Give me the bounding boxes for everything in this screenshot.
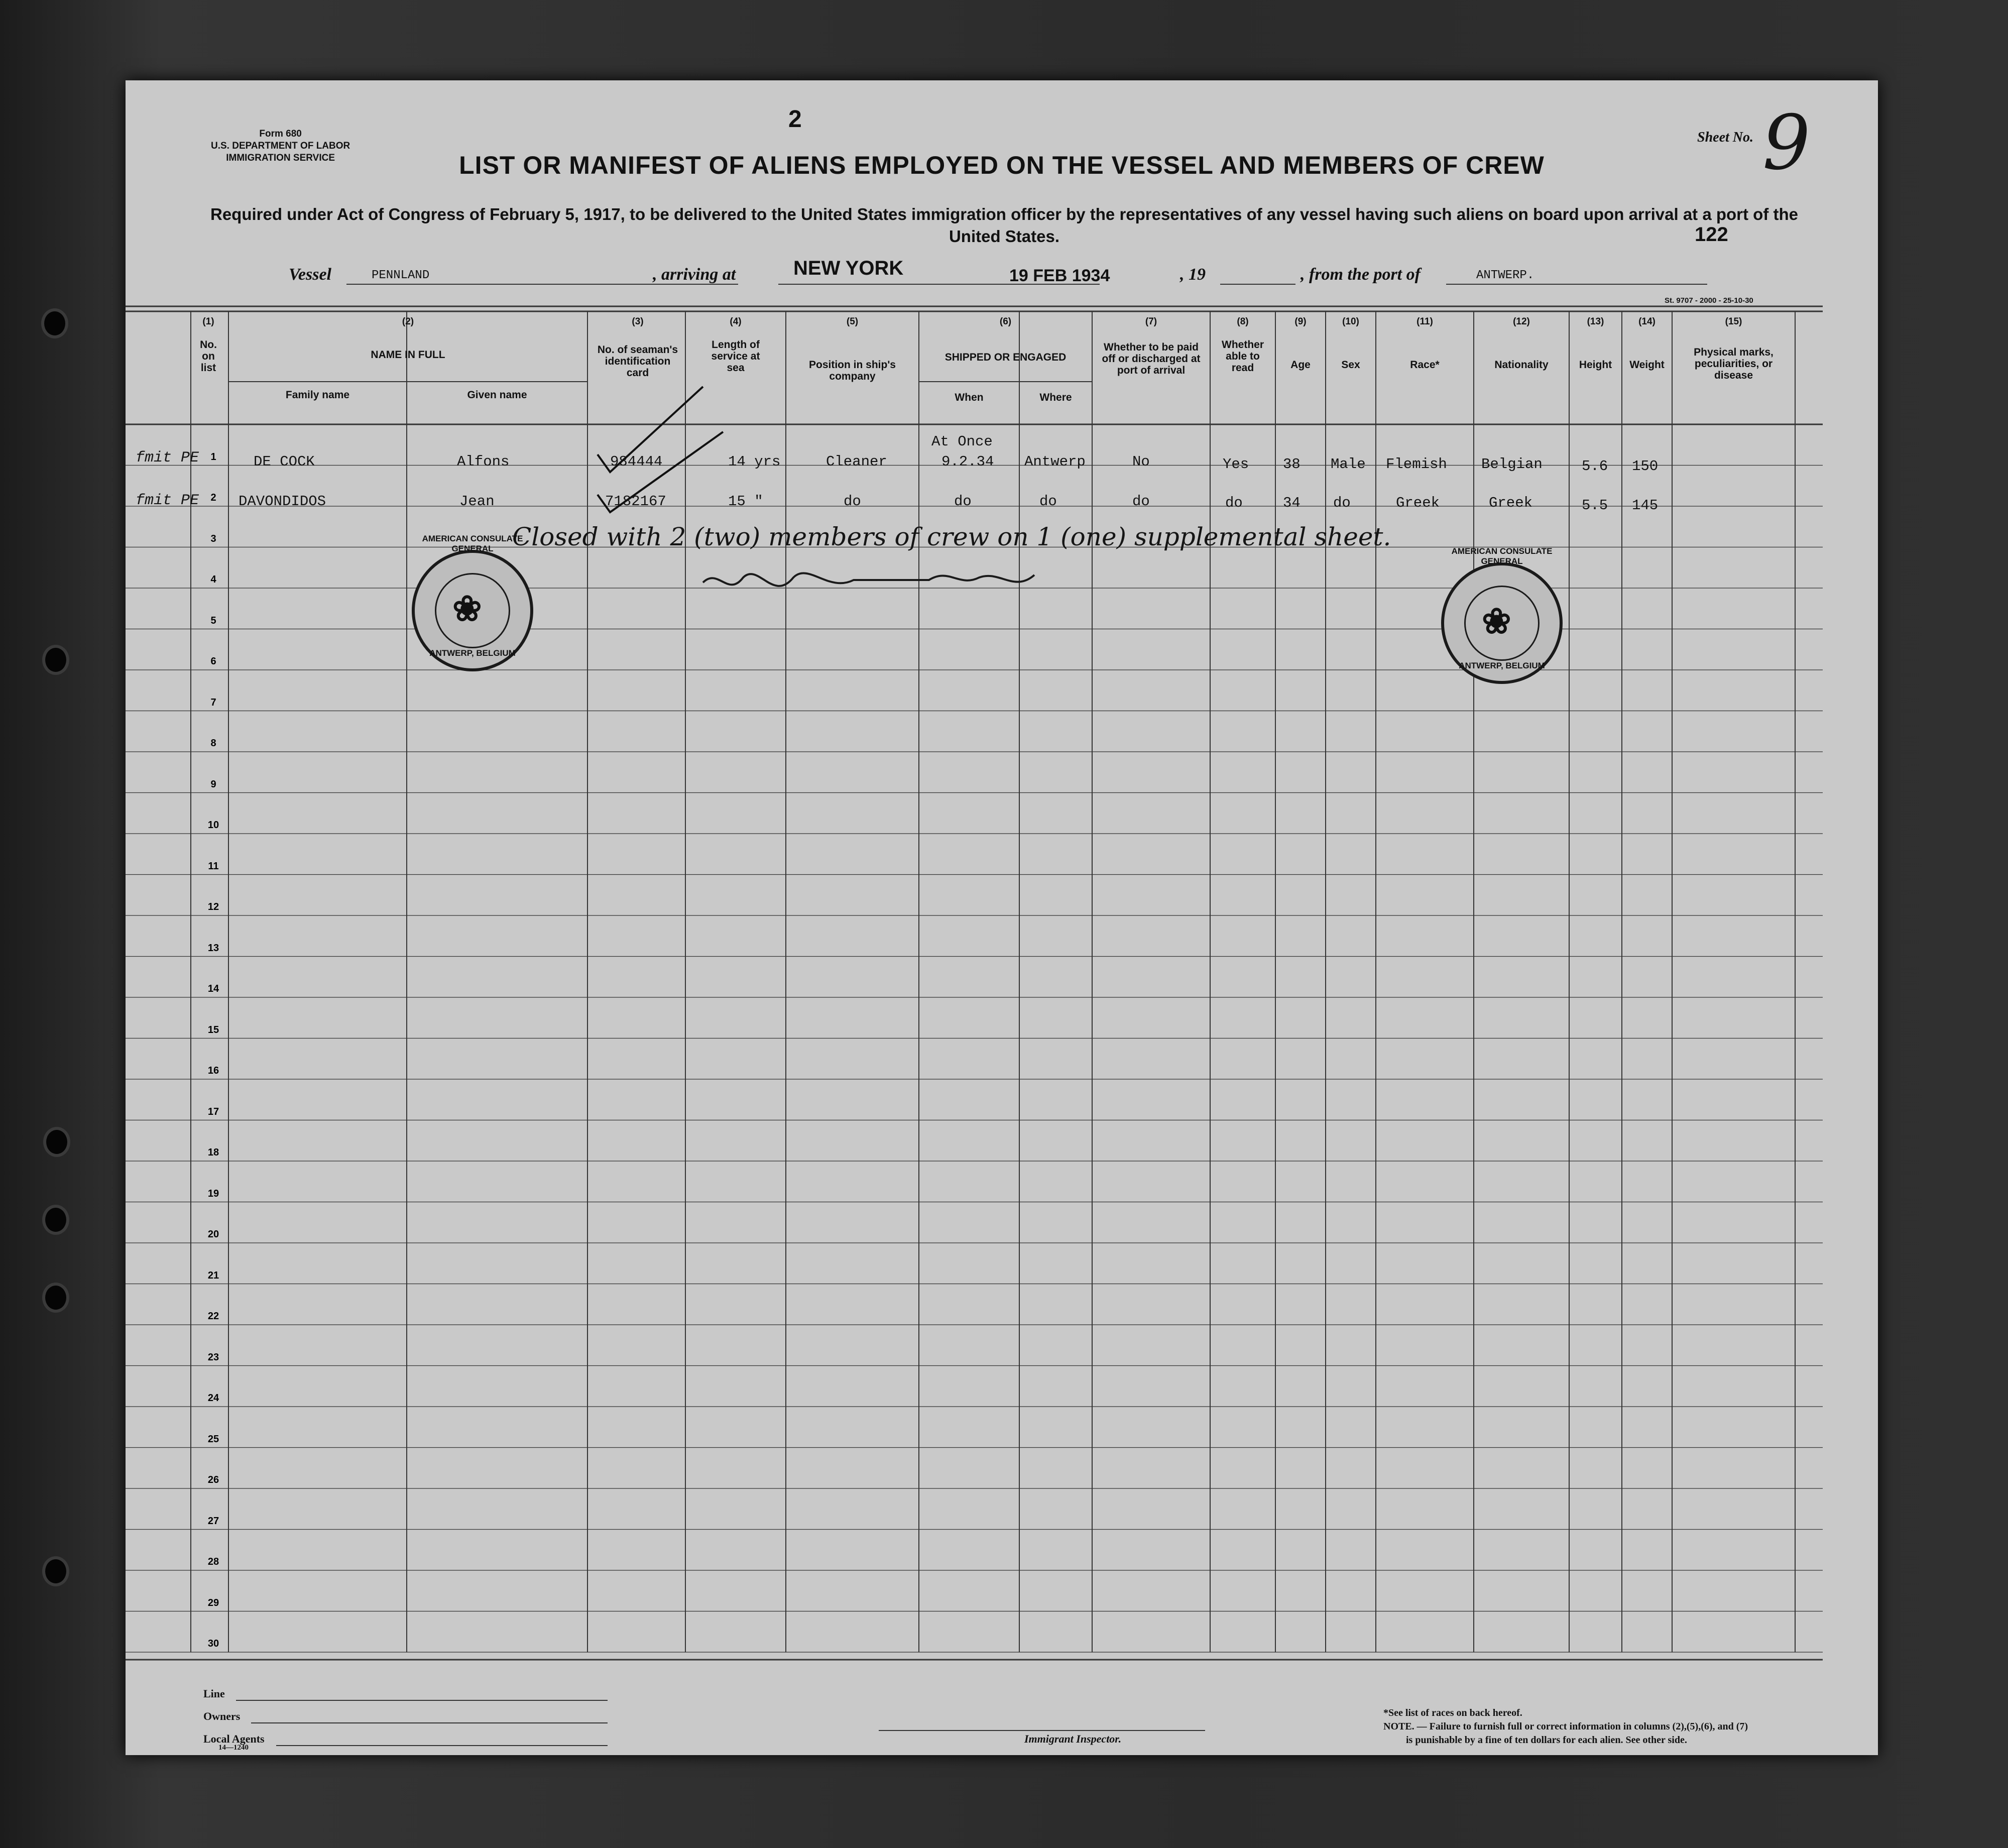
- row1-weight: 150: [1632, 458, 1659, 475]
- row-number: 7: [210, 697, 216, 708]
- binder-hole: [46, 1130, 67, 1154]
- row1-given-name: Alfons: [457, 453, 510, 470]
- col14-num: (14): [1638, 316, 1656, 327]
- vessel-name: PENNLAND: [372, 269, 430, 282]
- footer-note-line1: NOTE. — Failure to furnish full or correct information in columns (2),(5),(6), and (7): [1383, 1721, 1748, 1732]
- row1-family-name: DE COCK: [254, 453, 315, 470]
- row2-race: Greek: [1396, 495, 1440, 511]
- row2-given-name: Jean: [459, 493, 495, 510]
- col11-num: (11): [1416, 316, 1433, 327]
- col9-num: (9): [1294, 316, 1307, 327]
- row2-card-number: 7182167: [605, 493, 666, 510]
- row1-when-top: At Once: [931, 433, 993, 450]
- row2-margin-note: fmit PE: [136, 492, 199, 509]
- row-number: 3: [210, 533, 216, 544]
- closing-annotation: Closed with 2 (two) members of crew on 1 (one) supplemental sheet.: [512, 522, 1391, 551]
- row1-paid-off: No: [1132, 453, 1150, 470]
- col2-num: (2): [402, 316, 414, 327]
- col3-num: (3): [632, 316, 644, 327]
- sheet-label: Sheet No.: [1697, 130, 1753, 145]
- row1-where: Antwerp: [1024, 453, 1086, 470]
- col7-label: Whether to be paid off or discharged at port of arrival: [1102, 341, 1201, 376]
- row2-position: do: [844, 493, 861, 510]
- row-number: 15: [207, 1024, 219, 1035]
- row2-height: 5.5: [1582, 497, 1608, 514]
- col9-label: Age: [1290, 359, 1311, 371]
- consulate-seal-right: [1441, 546, 1563, 684]
- binder-hole: [45, 1286, 66, 1310]
- seal-bottom-text: ANTWERP, BELGIUM: [1459, 661, 1545, 670]
- row-number: 20: [207, 1229, 219, 1240]
- row-number: 22: [207, 1311, 219, 1322]
- row-number: 28: [207, 1556, 219, 1567]
- row1-height: 5.6: [1582, 458, 1608, 475]
- footer-local-code: 14—1240: [218, 1744, 249, 1752]
- when-header: When: [955, 392, 984, 403]
- footer-races-note: *See list of races on back hereof.: [1383, 1707, 1522, 1718]
- footer-owners-label: Owners: [203, 1710, 241, 1722]
- seal-top-text: AMERICAN CONSULATE GENERAL: [422, 534, 523, 553]
- seal-eagle-icon: ❀: [1482, 602, 1511, 641]
- check-mark-icon: [598, 432, 723, 512]
- arriving-label: , arriving at: [653, 265, 736, 284]
- row-number: 4: [210, 574, 216, 585]
- row-number: 23: [207, 1351, 219, 1363]
- manifest-subtitle: Required under Act of Congress of February 5, 1917, to be delivered to the United States immigration officer by the representatives of any vessel having such aliens on board upon arrival at a port of the United States.: [210, 205, 1798, 246]
- col12-num: (12): [1513, 316, 1530, 327]
- row-number: 24: [207, 1393, 219, 1404]
- col4-num: (4): [730, 316, 742, 327]
- col3-label: No. of seaman's identification card: [597, 344, 678, 379]
- check-mark-icon: [598, 387, 703, 472]
- col14-label: Weight: [1629, 359, 1665, 371]
- row-number: 6: [210, 656, 216, 667]
- binder-hole: [45, 1208, 66, 1232]
- binder-hole: [45, 1559, 66, 1583]
- row2-where: do: [1039, 493, 1057, 510]
- row-number: 2: [210, 492, 216, 503]
- row2-nationality: Greek: [1489, 495, 1533, 511]
- row-number: 25: [207, 1433, 219, 1445]
- row-number: 18: [207, 1147, 219, 1158]
- row-number: 26: [207, 1474, 219, 1485]
- row-number: 19: [207, 1188, 219, 1199]
- binder-hole: [44, 311, 65, 335]
- col6-label: SHIPPED OR ENGAGED: [944, 352, 1067, 363]
- row2-weight: 145: [1632, 497, 1659, 514]
- seal-bottom-text: ANTWERP, BELGIUM: [429, 648, 516, 658]
- arriving-port: NEW YORK: [793, 257, 904, 279]
- form-number: Form 680: [259, 129, 302, 139]
- top-mark: 2: [788, 106, 802, 133]
- row-number: 11: [208, 860, 219, 872]
- from-port-label: , from the port of: [1301, 265, 1421, 284]
- col8-label: Whether able to read: [1222, 339, 1264, 374]
- row1-position: Cleaner: [826, 453, 887, 470]
- row1-able-to-read: Yes: [1223, 456, 1249, 473]
- row2-service-length: 15 ": [728, 493, 763, 510]
- print-code: St. 9707 - 2000 - 25-10-30: [1665, 296, 1753, 305]
- manifest-sheet: [126, 80, 1878, 1755]
- col12-label: Nationality: [1494, 359, 1549, 371]
- row1-when: 9.2.34: [941, 453, 994, 470]
- row-number: 5: [210, 615, 216, 626]
- row2-paid-off: do: [1132, 493, 1150, 510]
- footer-agents-underline: [276, 1745, 608, 1746]
- row2-sex: do: [1333, 495, 1351, 511]
- col15-num: (15): [1725, 316, 1742, 327]
- row2-family-name: DAVONDIDOS: [239, 493, 326, 510]
- seal-top-text: AMERICAN CONSULATE GENERAL: [1451, 546, 1553, 566]
- col1-label: No. on list: [200, 339, 217, 374]
- row-number: 30: [207, 1638, 219, 1649]
- family-name-header: Family name: [285, 389, 350, 401]
- seal-eagle-icon: ❀: [452, 589, 482, 628]
- signature-scrawl: [703, 573, 1034, 586]
- row-number: 17: [207, 1106, 219, 1117]
- where-header: Where: [1039, 392, 1072, 403]
- row-number: 29: [207, 1597, 219, 1608]
- row1-nationality: Belgian: [1481, 456, 1543, 473]
- row-number: 14: [207, 983, 219, 994]
- from-port: ANTWERP.: [1476, 269, 1534, 282]
- col13-label: Height: [1579, 359, 1612, 371]
- row-number: 1: [210, 451, 216, 463]
- sheet-number: 9: [1762, 99, 1811, 187]
- row-number: 12: [207, 901, 219, 912]
- row-number: 21: [207, 1269, 219, 1281]
- col5-label: Position in ship's company: [808, 359, 896, 382]
- col11-label: Race*: [1410, 359, 1440, 371]
- row-number: 9: [210, 778, 216, 790]
- row-number: 10: [207, 820, 219, 831]
- year-label: , 19: [1180, 265, 1206, 284]
- col1-num: (1): [202, 316, 214, 327]
- row1-margin-note: fmit PE: [136, 449, 199, 467]
- row2-age: 34: [1283, 495, 1301, 511]
- date-stamp: 19 FEB 1934: [1009, 266, 1110, 285]
- row1-race: Flemish: [1386, 456, 1447, 473]
- check-marks: [126, 80, 1878, 1755]
- form-service: IMMIGRATION SERVICE: [226, 153, 335, 163]
- row2-when: do: [954, 493, 972, 510]
- row-number: 13: [207, 942, 219, 954]
- vessel-label: Vessel: [289, 265, 331, 284]
- col15-label: Physical marks, peculiarities, or disease: [1694, 346, 1774, 381]
- col6-num: (6): [999, 316, 1012, 327]
- row1-age: 38: [1283, 456, 1301, 473]
- row-number: 16: [207, 1065, 219, 1076]
- footer-line-underline: [236, 1700, 608, 1701]
- row1-service-length: 14 yrs: [728, 453, 781, 470]
- footer-owners-underline: [251, 1722, 608, 1723]
- footer-line-label: Line: [203, 1687, 225, 1700]
- row-number: 8: [210, 738, 216, 749]
- row1-sex: Male: [1331, 456, 1366, 473]
- row1-card-number: 984444: [610, 453, 663, 470]
- col4-label: Length of service at sea: [711, 339, 760, 374]
- col10-num: (10): [1342, 316, 1359, 327]
- footer-inspector-label: Immigrant Inspector.: [1024, 1732, 1122, 1745]
- footer-local-agents-label: Local Agents: [203, 1732, 265, 1745]
- binder-hole: [45, 648, 66, 672]
- col7-num: (7): [1145, 316, 1157, 327]
- footer-note-line2: is punishable by a fine of ten dollars for each alien. See other side.: [1406, 1735, 1687, 1746]
- col5-num: (5): [846, 316, 859, 327]
- form-department: U.S. DEPARTMENT OF LABOR: [211, 141, 350, 151]
- row2-able-to-read: do: [1225, 495, 1243, 511]
- row-number: 27: [207, 1515, 219, 1527]
- inspector-underline: [879, 1730, 1205, 1731]
- col2-label: NAME IN FULL: [371, 349, 445, 361]
- col8-num: (8): [1237, 316, 1249, 327]
- given-name-header: Given name: [467, 389, 527, 401]
- stamp-number: 122: [1695, 223, 1728, 246]
- manifest-title: LIST OR MANIFEST OF ALIENS EMPLOYED ON THE VESSEL AND MEMBERS OF CREW: [459, 151, 1545, 179]
- col10-label: Sex: [1341, 359, 1360, 371]
- col13-num: (13): [1587, 316, 1604, 327]
- consulate-seal-left: [412, 534, 533, 671]
